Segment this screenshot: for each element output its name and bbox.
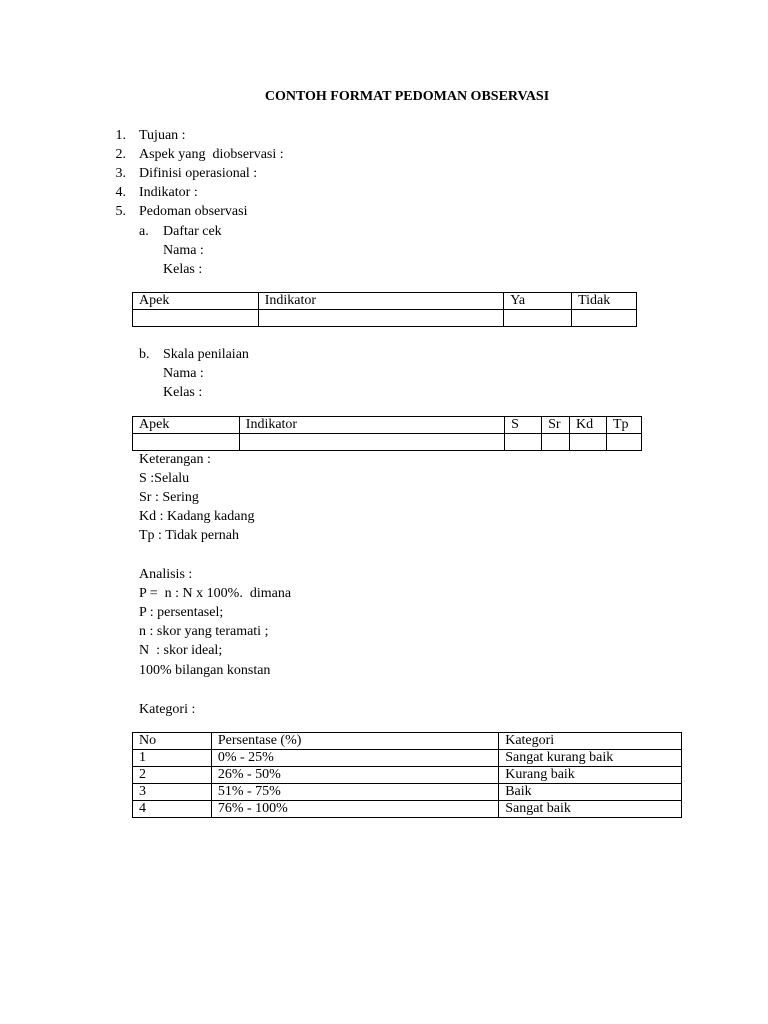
daftar-cek-label: Daftar cek	[163, 224, 222, 239]
table-cell[interactable]	[133, 434, 240, 451]
table-cell: 1	[133, 750, 212, 767]
table-cell: 0% - 25%	[211, 750, 498, 767]
table-cell[interactable]	[505, 434, 542, 451]
table-header-row	[133, 417, 642, 434]
table-cell: 4	[133, 801, 212, 818]
table-cell: 2	[133, 767, 212, 784]
list-item-pedoman: Pedoman observasi	[139, 204, 248, 219]
keterangan-line: Kd : Kadang kadang	[139, 509, 255, 524]
analisis-formula: P = n : N x 100%. dimana	[139, 586, 292, 601]
header-cell: Tidak	[572, 293, 637, 310]
list-number-3: 3.	[115, 166, 126, 181]
keterangan-heading: Keterangan :	[139, 452, 211, 467]
kategori-heading: Kategori :	[139, 702, 196, 717]
header-cell: Persentase (%)	[211, 733, 498, 750]
table-cell[interactable]	[504, 310, 572, 327]
list-number-2: 2.	[115, 147, 126, 162]
daftar-cek-kelas: Kelas :	[163, 262, 203, 277]
analisis-line: P : persentasel;	[139, 605, 224, 620]
table-cell[interactable]	[133, 310, 259, 327]
header-cell: Indikator	[258, 293, 503, 310]
table-row	[133, 750, 682, 767]
skala-table	[132, 416, 642, 451]
list-item-definisi: Difinisi operasional :	[139, 166, 258, 181]
table-cell: Kurang baik	[499, 767, 682, 784]
daftar-cek-table	[132, 292, 637, 327]
list-number-4: 4.	[115, 185, 126, 200]
table-cell[interactable]	[239, 434, 504, 451]
table-cell: 26% - 50%	[211, 767, 498, 784]
header-cell: Kategori	[499, 733, 682, 750]
header-cell: Ya	[504, 293, 572, 310]
sublist-marker-a: a.	[139, 224, 149, 239]
skala-kelas: Kelas :	[163, 385, 203, 400]
table-cell: Baik	[499, 784, 682, 801]
list-number-5: 5.	[115, 204, 126, 219]
table-row	[133, 801, 682, 818]
keterangan-line: Sr : Sering	[139, 490, 199, 505]
table-cell[interactable]	[572, 310, 637, 327]
table-row	[133, 310, 637, 327]
table-row	[133, 767, 682, 784]
table-cell: Sangat baik	[499, 801, 682, 818]
header-cell: S	[505, 417, 542, 434]
header-cell: Tp	[607, 417, 642, 434]
skala-nama: Nama :	[163, 366, 204, 381]
header-cell: Indikator	[239, 417, 504, 434]
table-cell: Sangat kurang baik	[499, 750, 682, 767]
list-item-indikator: Indikator :	[139, 185, 198, 200]
analisis-line: N : skor ideal;	[139, 643, 223, 658]
analisis-line: 100% bilangan konstan	[139, 663, 271, 678]
table-row	[133, 784, 682, 801]
skala-label: Skala penilaian	[163, 347, 249, 362]
table-cell: 3	[133, 784, 212, 801]
table-cell[interactable]	[570, 434, 607, 451]
list-item-tujuan: Tujuan :	[139, 128, 186, 143]
header-cell: Apek	[133, 417, 240, 434]
table-header-row	[133, 733, 682, 750]
daftar-cek-nama: Nama :	[163, 243, 204, 258]
analisis-line: n : skor yang teramati ;	[139, 624, 269, 639]
table-header-row	[133, 293, 637, 310]
list-item-aspek: Aspek yang diobservasi :	[139, 147, 284, 162]
table-cell: 76% - 100%	[211, 801, 498, 818]
keterangan-line: Tp : Tidak pernah	[139, 528, 239, 543]
page-title: CONTOH FORMAT PEDOMAN OBSERVASI	[264, 89, 550, 104]
table-row	[133, 434, 642, 451]
list-number-1: 1.	[115, 128, 126, 143]
header-cell: Apek	[133, 293, 259, 310]
kategori-table	[132, 732, 682, 818]
keterangan-line: S :Selalu	[139, 471, 190, 486]
table-cell: 51% - 75%	[211, 784, 498, 801]
analisis-heading: Analisis :	[139, 567, 193, 582]
header-cell: Sr	[542, 417, 570, 434]
header-cell: Kd	[570, 417, 607, 434]
header-cell: No	[133, 733, 212, 750]
table-cell[interactable]	[607, 434, 642, 451]
sublist-marker-b: b.	[139, 347, 150, 362]
table-cell[interactable]	[258, 310, 503, 327]
table-cell[interactable]	[542, 434, 570, 451]
